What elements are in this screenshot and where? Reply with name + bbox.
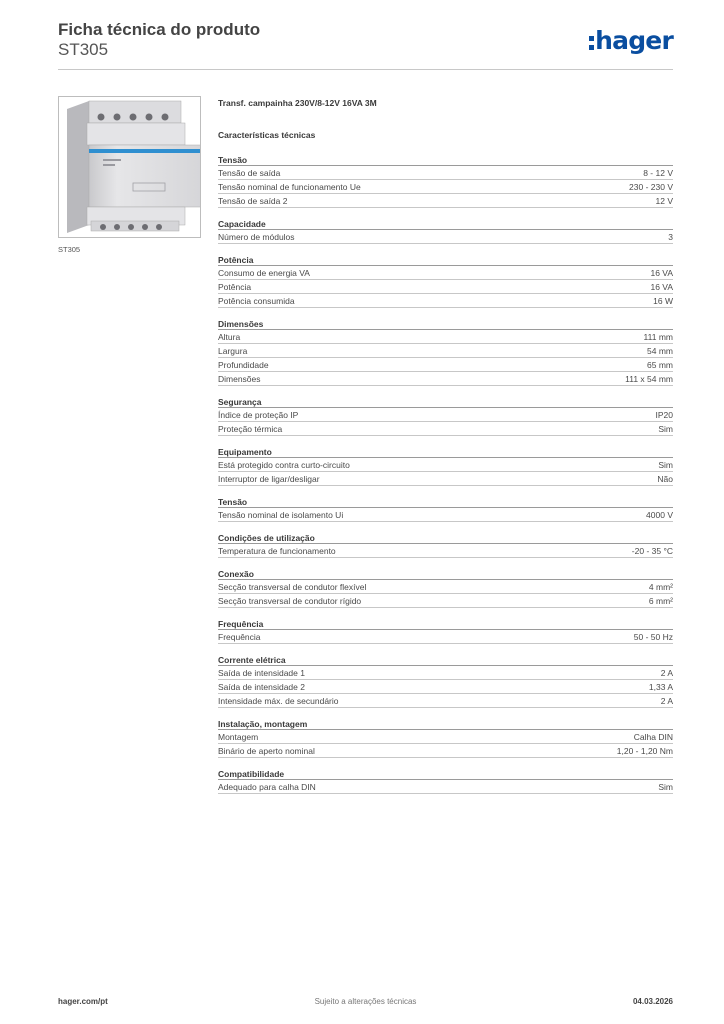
spec-row: [218, 422, 673, 436]
spec-row: [218, 294, 673, 308]
section-title: Frequência: [218, 618, 673, 630]
section-title: Dimensões: [218, 318, 673, 330]
spec-label: Saída de intensidade 1: [218, 668, 305, 678]
spec-row: [218, 730, 673, 744]
spec-label: Profundidade: [218, 360, 269, 370]
spec-label: Potência consumida: [218, 296, 295, 306]
spec-label: Temperatura de funcionamento: [218, 546, 336, 556]
spec-row: [218, 372, 673, 386]
spec-value: 4 mm²: [648, 582, 673, 592]
spec-value: 8 - 12 V: [643, 168, 673, 178]
spec-label: Frequência: [218, 632, 261, 642]
section-title: Potência: [218, 254, 673, 266]
spec-sections: [218, 154, 673, 794]
spec-label: Tensão de saída: [218, 168, 281, 178]
spec-label: Tensão nominal de isolamento Ui: [218, 510, 344, 520]
section-title: Segurança: [218, 396, 673, 408]
footer-website: hager.com/pt: [58, 997, 108, 1006]
section-title: Conexão: [218, 568, 673, 580]
document-title: Ficha técnica do produto: [58, 20, 261, 39]
spec-row: [218, 594, 673, 608]
spec-label: Tensão nominal de funcionamento Ue: [218, 182, 361, 192]
spec-label: Dimensões: [218, 374, 261, 384]
spec-section: [218, 654, 673, 708]
spec-value: 111 mm: [643, 332, 673, 342]
spec-label: Saída de intensidade 2: [218, 682, 305, 692]
spec-row: [218, 280, 673, 294]
spec-value: Sim: [658, 782, 673, 792]
page-header: [58, 20, 673, 70]
spec-section: [218, 254, 673, 308]
spec-value: Calha DIN: [633, 732, 673, 742]
spec-label: Número de módulos: [218, 232, 295, 242]
spec-row: [218, 744, 673, 758]
spec-row: [218, 544, 673, 558]
spec-label: Interruptor de ligar/desligar: [218, 474, 320, 484]
tech-characteristics-heading: Características técnicas: [218, 130, 316, 140]
spec-value: Não: [657, 474, 673, 484]
spec-content: [218, 98, 673, 804]
spec-row: [218, 580, 673, 594]
spec-label: Potência: [218, 282, 252, 292]
spec-label: Binário de aperto nominal: [218, 746, 315, 756]
logo-dots-icon: [589, 26, 594, 56]
section-title: Condições de utilização: [218, 532, 673, 544]
spec-section: [218, 768, 673, 794]
spec-value: 65 mm: [647, 360, 673, 370]
spec-section: [218, 318, 673, 386]
spec-row: [218, 230, 673, 244]
spec-row: [218, 266, 673, 280]
spec-row: [218, 694, 673, 708]
spec-section: [218, 496, 673, 522]
hager-logo: [589, 26, 673, 56]
spec-value: 111 x 54 mm: [625, 374, 673, 384]
spec-value: 2 A: [660, 668, 673, 678]
section-title: Instalação, montagem: [218, 718, 673, 730]
section-title: Compatibilidade: [218, 768, 673, 780]
spec-value: 16 VA: [650, 268, 673, 278]
spec-label: Intensidade máx. de secundário: [218, 696, 339, 706]
spec-value: 3: [668, 232, 673, 242]
spec-value: 1,20 - 1,20 Nm: [616, 746, 673, 756]
spec-label: Secção transversal de condutor rígido: [218, 596, 362, 606]
spec-row: [218, 630, 673, 644]
section-title: Equipamento: [218, 446, 673, 458]
spec-row: [218, 344, 673, 358]
spec-value: 50 - 50 Hz: [633, 632, 673, 642]
spec-row: [218, 458, 673, 472]
spec-row: [218, 508, 673, 522]
spec-value: 6 mm²: [648, 596, 673, 606]
spec-label: Montagem: [218, 732, 259, 742]
spec-section: [218, 154, 673, 208]
spec-label: Consumo de energia VA: [218, 268, 310, 278]
spec-value: IP20: [655, 410, 673, 420]
spec-row: [218, 358, 673, 372]
spec-label: Índice de proteção IP: [218, 410, 299, 420]
din-rail-transformer-icon: [59, 97, 201, 238]
spec-label: Está protegido contra curto-circuito: [218, 460, 350, 470]
section-title: Capacidade: [218, 218, 673, 230]
product-code: ST305: [58, 40, 109, 59]
spec-label: Proteção térmica: [218, 424, 283, 434]
spec-value: 16 VA: [650, 282, 673, 292]
spec-row: [218, 666, 673, 680]
spec-label: Tensão de saída 2: [218, 196, 288, 206]
spec-value: -20 - 35 °C: [631, 546, 673, 556]
footer-date: 04.03.2026: [632, 997, 673, 1006]
spec-value: 16 W: [653, 296, 673, 306]
logo-text: hager: [595, 26, 673, 55]
spec-row: [218, 680, 673, 694]
spec-section: [218, 532, 673, 558]
spec-section: [218, 446, 673, 486]
spec-value: 54 mm: [647, 346, 673, 356]
spec-value: 230 - 230 V: [629, 182, 673, 192]
spec-row: [218, 408, 673, 422]
spec-label: Secção transversal de condutor flexível: [218, 582, 367, 592]
section-title: Corrente elétrica: [218, 654, 673, 666]
spec-row: [218, 330, 673, 344]
spec-value: 12 V: [655, 196, 673, 206]
section-title: Tensão: [218, 154, 673, 166]
spec-section: [218, 568, 673, 608]
footer-notice: Sujeito a alterações técnicas: [314, 997, 417, 1006]
spec-value: Sim: [658, 424, 673, 434]
spec-section: [218, 618, 673, 644]
product-description: Transf. campainha 230V/8-12V 16VA 3M: [218, 98, 377, 108]
spec-value: 4000 V: [646, 510, 673, 520]
product-image: [58, 96, 201, 238]
spec-row: [218, 194, 673, 208]
spec-value: 1,33 A: [648, 682, 673, 692]
spec-label: Altura: [218, 332, 241, 342]
spec-row: [218, 780, 673, 794]
spec-value: Sim: [658, 460, 673, 470]
spec-row: [218, 472, 673, 486]
spec-section: [218, 218, 673, 244]
spec-section: [218, 718, 673, 758]
spec-label: Largura: [218, 346, 248, 356]
spec-label: Adequado para calha DIN: [218, 782, 316, 792]
image-caption: ST305: [58, 245, 81, 254]
spec-section: [218, 396, 673, 436]
spec-value: 2 A: [660, 696, 673, 706]
section-title: Tensão: [218, 496, 673, 508]
spec-row: [218, 166, 673, 180]
spec-row: [218, 180, 673, 194]
